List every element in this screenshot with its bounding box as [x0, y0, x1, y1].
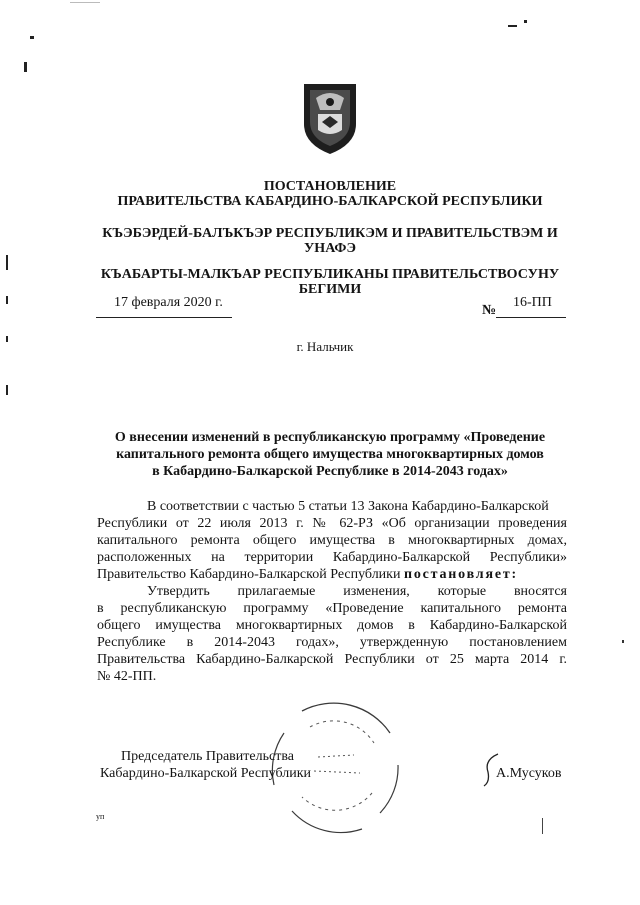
scan-speck [6, 255, 8, 270]
scan-speck [524, 20, 527, 23]
body-paragraph-2-line1: Утвердить прилагаемые изменения, которые вносятся [147, 584, 567, 599]
decree-heading-line3: в Кабардино-Балкарской Республике в 2014-2043 годах» [152, 464, 508, 479]
body-paragraph-2-line5: Правительства Кабардино-Балкарской Республики от 25 марта 2014 г. [97, 652, 567, 667]
body-paragraph-1-line4: расположенных на территории Кабардино-Балкарской Республики» [97, 550, 567, 565]
number-sign: № [482, 303, 497, 318]
margin-mark [542, 818, 543, 834]
scan-speck [6, 336, 8, 342]
city-label: г. Нальчик [296, 339, 354, 354]
decree-heading-line2: капитального ремонта общего имущества многоквартирных домов [116, 447, 544, 462]
decree-number: 16-ПП [513, 295, 552, 310]
body-paragraph-2-line3: общего имущества многоквартирных домов в Кабардино-Балкарской [97, 618, 567, 633]
government-subject: Правительство Кабардино-Балкарской Республики [97, 567, 401, 582]
decree-heading-line1: О внесении изменений в республиканскую программу «Проведение [114, 430, 546, 445]
decree-word: постановляет: [403, 567, 518, 582]
body-paragraph-1-line2: Республики от 22 июля 2013 г. № 62-РЗ «Об организации проведения [97, 516, 567, 531]
body-paragraph-2-line6: № 42-ПП. [97, 669, 157, 684]
scan-speck [6, 385, 8, 395]
body-paragraph-2-line4: Республике в 2014-2043 годах», утвержденную постановлением [97, 635, 567, 650]
signatory-name: А.Мусуков [496, 766, 562, 781]
government-name-kab-line1: КЪЭБЭРДЕЙ-БАЛЪКЪЭР РЕСПУБЛИКЭМ И ПРАВИТЕЛЬСТВЭМ И [102, 226, 558, 241]
body-paragraph-1-line5 [97, 566, 518, 583]
body-paragraph-1-line3: капитального ремонта общего имущества в многоквартирных домах, [97, 533, 567, 548]
decree-date: 17 февраля 2020 г. [114, 295, 223, 310]
government-name-bal-line2: БЕГИМИ [298, 282, 362, 297]
executor-initials: уп [96, 812, 105, 821]
coat-of-arms-emblem [296, 80, 364, 156]
body-paragraph-1-line1: В соответствии с частью 5 статьи 13 Закона Кабардино-Балкарской [147, 499, 549, 514]
government-name-ru: ПРАВИТЕЛЬСТВА КАБАРДИНО-БАЛКАРСКОЙ РЕСПУБЛИКИ [117, 194, 543, 209]
government-name-bal-line1: КЪАБАРТЫ-МАЛКЪАР РЕСПУБЛИКАНЫ ПРАВИТЕЛЬСТВОСУНУ [100, 267, 560, 282]
scan-speck [508, 25, 517, 27]
scan-speck [70, 2, 100, 3]
eagle-emblem-icon [296, 80, 364, 156]
body-paragraph-2-line2: в республиканскую программу «Проведение капитального ремонта [97, 601, 567, 616]
scan-speck [30, 36, 34, 39]
date-underline [96, 317, 232, 318]
number-underline [496, 317, 566, 318]
signatory-position-line2: Кабардино-Балкарской Республики [100, 766, 311, 781]
signatory-position-line1: Председатель Правительства [121, 749, 294, 764]
scan-speck [24, 62, 27, 72]
government-name-kab-line2: УНАФЭ [304, 241, 356, 256]
margin-mark [622, 640, 624, 643]
document-title: ПОСТАНОВЛЕНИЕ [263, 179, 397, 194]
scan-speck [6, 296, 8, 304]
